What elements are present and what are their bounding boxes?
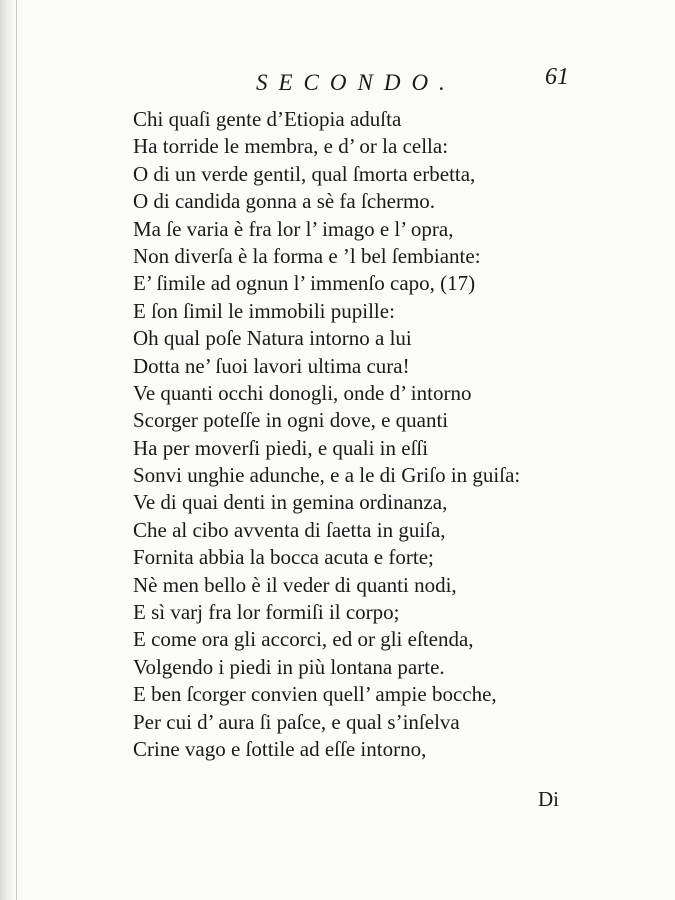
verse-line: Chi quaſi gente d’Etiopia aduſta (133, 107, 402, 131)
verse-line: O di candida gonna a sè fa ſchermo. (133, 189, 436, 214)
verse-line: Per cui d’ aura ſi paſce, e qual s’inſelva (133, 709, 460, 734)
verse-line: Ha torride le membra, e d’ or la cella: (133, 134, 449, 159)
verse-line: Nè men bello è il veder di quanti nodi, (133, 572, 457, 597)
gutter-edge (16, 0, 17, 900)
page-gutter (0, 0, 14, 900)
verse-line: Che al cibo avventa di ſaetta in guiſa, (133, 517, 446, 542)
verse-line: Ve quanti occhi donogli, onde d’ intorno (133, 380, 472, 405)
verse-line: Fornita abbia la bocca acuta e forte; (133, 545, 434, 570)
verse-line: E ben ſcorger convien quell’ ampie bocche, (133, 682, 497, 707)
verse-line: Ha per moverſi piedi, e quali in eſſi (133, 435, 429, 460)
verse-line: O di un verde gentil, qual ſmorta erbetta, (133, 161, 476, 186)
verse-line: Ma ſe varia è fra lor l’ imago e l’ opra, (133, 216, 454, 241)
catchword: Di (538, 787, 559, 811)
verse-line: Sonvi unghie adunche, e a le di Griſo in guiſa: (133, 463, 521, 488)
verse-line: Scorger poteſſe in ogni dove, e quanti (133, 408, 449, 433)
page-header (0, 64, 675, 104)
verse-line: E sì varj fra lor formiſi il corpo; (133, 600, 400, 625)
verse-line: Volgendo i piedi in più lontana parte. (133, 654, 445, 679)
verse-line: E ſon ſimil le immobili pupille: (133, 298, 395, 323)
verse-line: E’ ſimile ad ognun l’ immenſo capo, (17) (133, 271, 476, 296)
running-head: SECONDO. (256, 70, 456, 95)
poem-text (133, 106, 633, 763)
verse-line: Non diverſa è la forma e ’l bel ſembiante: (133, 243, 481, 268)
verse-line: Dotta ne’ ſuoi lavori ultima cura! (133, 353, 410, 378)
verse-line: Crine vago e ſottile ad eſſe intorno, (133, 736, 427, 761)
verse-line: Ve di quai denti in gemina ordinanza, (133, 490, 448, 515)
verse-line: Oh qual poſe Natura intorno a lui (133, 326, 412, 351)
page-number: 61 (545, 64, 569, 90)
verse-line: E come ora gli accorci, ed or gli eſtenda, (133, 627, 474, 652)
